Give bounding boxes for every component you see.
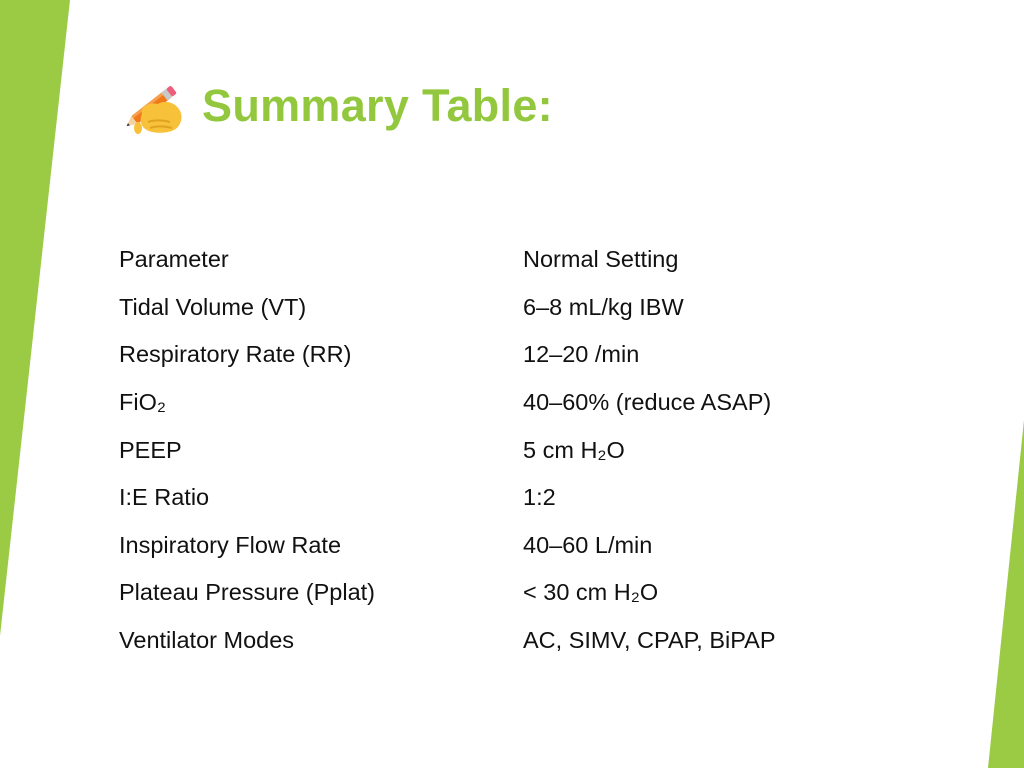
left-accent-bar (0, 0, 70, 636)
value-cell: 12–20 /min (523, 341, 640, 368)
parameter-cell: I:E Ratio (119, 484, 210, 511)
table-row (119, 569, 859, 617)
value-cell: 1:2 (523, 484, 556, 511)
parameter-cell: Inspiratory Flow Rate (119, 531, 342, 558)
value-cell: 6–8 mL/kg IBW (523, 293, 684, 320)
writing-hand-icon (124, 76, 186, 136)
table-row (119, 617, 859, 665)
header-parameter: Parameter (119, 246, 229, 273)
parameter-cell: Tidal Volume (VT) (119, 293, 307, 320)
slide-title-row (124, 76, 553, 136)
value-cell: 40–60 L/min (523, 531, 653, 558)
value-cell: AC, SIMV, CPAP, BiPAP (523, 627, 776, 654)
parameter-cell: PEEP (119, 436, 182, 463)
parameter-cell: Plateau Pressure (Pplat) (119, 579, 376, 606)
table-row (119, 331, 859, 379)
right-accent-bar (988, 420, 1024, 768)
table-row (119, 522, 859, 570)
value-cell: < 30 cm H₂O (523, 579, 659, 606)
parameter-cell: Ventilator Modes (119, 627, 295, 654)
value-cell: 40–60% (reduce ASAP) (523, 389, 772, 416)
table-header-row (119, 236, 859, 284)
table-row (119, 426, 859, 474)
summary-table (119, 236, 859, 664)
slide-title: Summary Table: (202, 80, 553, 131)
table-row (119, 379, 859, 427)
parameter-cell: FiO₂ (119, 389, 166, 416)
parameter-cell: Respiratory Rate (RR) (119, 341, 352, 368)
table-row (119, 284, 859, 332)
value-cell: 5 cm H₂O (523, 436, 625, 463)
header-normal-setting: Normal Setting (523, 246, 679, 273)
table-row (119, 474, 859, 522)
